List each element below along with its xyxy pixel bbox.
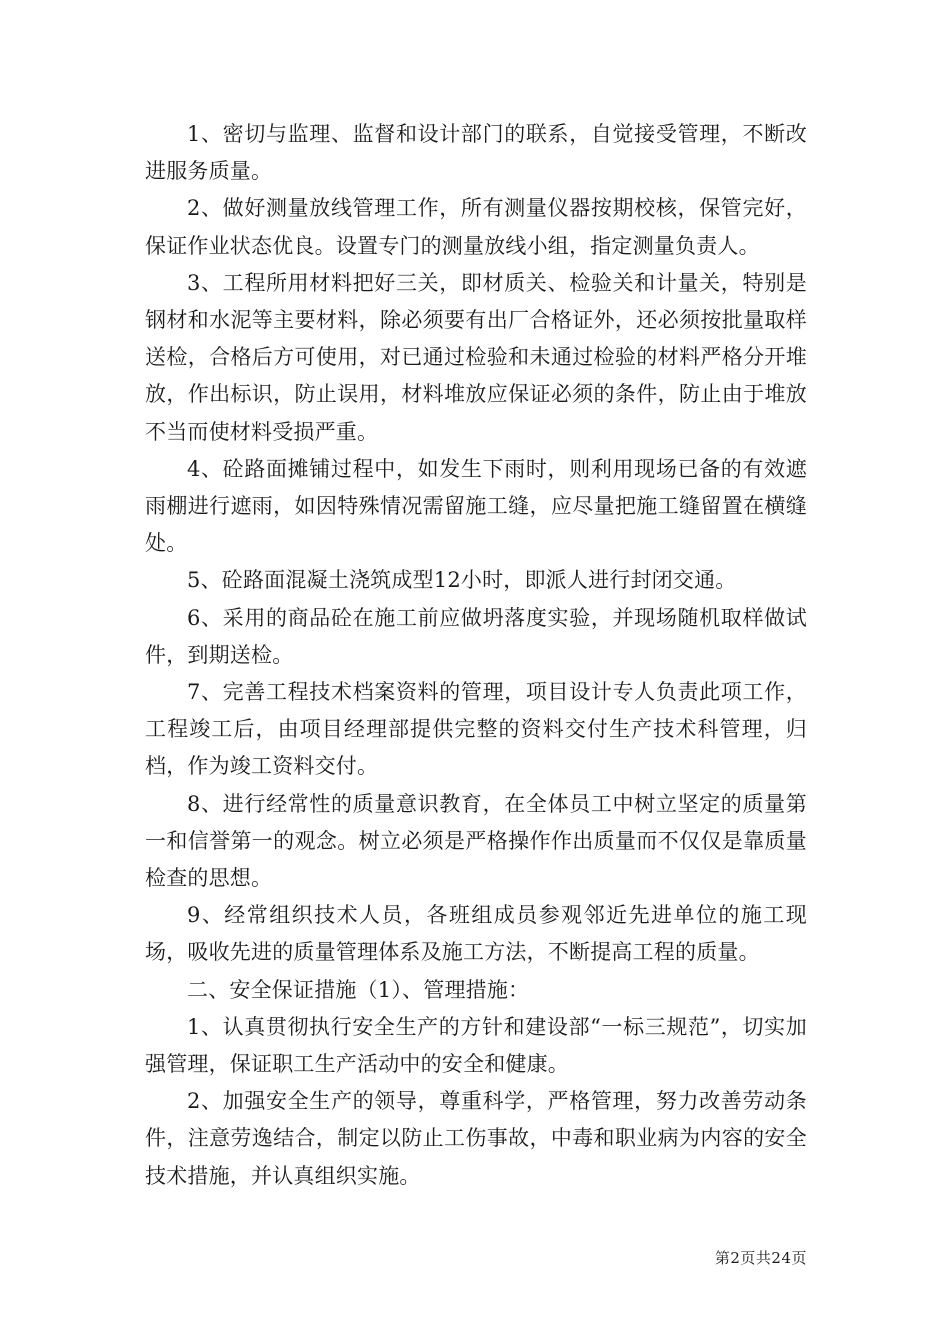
document-body <box>145 116 807 1195</box>
paragraph: 6、采用的商品砼在施工前应做坍落度实验，并现场随机取样做试件，到期送检。 <box>145 605 807 667</box>
paragraph: 3、工程所用材料把好三关，即材质关、检验关和计量关，特别是钢材和水泥等主要材料，除必须要有出厂合格证外，还必须按批量取样送检，合格后方可使用，对已通过检验和未通过检验的材料严格分开堆放，作出标识，防止误用，材料堆放应保证必须的条件，防止由于堆放不当而使材料受损严重。 <box>145 270 807 444</box>
paragraph: 7、完善工程技术档案资料的管理，项目设计专人负责此项工作，工程竣工后，由项目经理部提供完整的资料交付生产技术科管理，归档，作为竣工资料交付。 <box>145 680 807 779</box>
paragraph: 4、砼路面摊铺过程中，如发生下雨时，则利用现场已备的有效遮雨棚进行遮雨，如因特殊情况需留施工缝，应尽量把施工缝留置在横缝处。 <box>145 456 807 556</box>
paragraph: 2、做好测量放线管理工作，所有测量仪器按期校核，保管完好，保证作业状态优良。设置专门的测量放线小组，指定测量负责人。 <box>145 196 807 258</box>
section-heading: 二、安全保证措施（1）、管理措施： <box>187 977 530 1002</box>
paragraph: 9、经常组织技术人员，各班组成员参观邻近先进单位的施工现场，吸收先进的质量管理体系及施工方法，不断提高工程的质量。 <box>145 903 807 965</box>
paragraph: 8、进行经常性的质量意识教育，在全体员工中树立坚定的质量第一和信誉第一的观念。树立必须是严格操作作出质量而不仅仅是靠质量检查的思想。 <box>145 791 807 891</box>
paragraph: 5、砼路面混凝土浇筑成型12小时，即派人进行封闭交通。 <box>187 568 737 593</box>
paragraph: 1、认真贯彻执行安全生产的方针和建设部“一标三规范”，切实加强管理，保证职工生产活动中的安全和健康。 <box>145 1014 807 1077</box>
page-number: 第2页共24页 <box>714 1249 807 1267</box>
paragraph: 1、密切与监理、监督和设计部门的联系，自觉接受管理，不断改进服务质量。 <box>145 122 807 184</box>
paragraph: 2、加强安全生产的领导，尊重科学，严格管理，努力改善劳动条件，注意劳逸结合，制定以防止工伤事故，中毒和职业病为内容的安全技术措施，并认真组织实施。 <box>145 1089 807 1188</box>
